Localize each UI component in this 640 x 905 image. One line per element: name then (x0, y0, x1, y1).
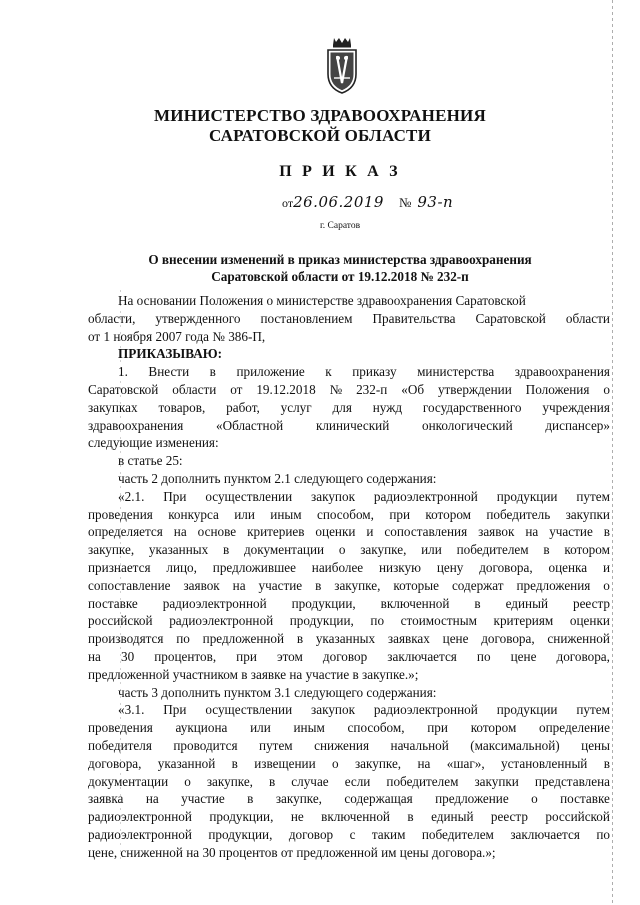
body-word: работ, (226, 399, 260, 415)
body-word: заявок (478, 524, 515, 540)
body-word: проведения (88, 506, 153, 522)
body-line: часть 2 дополнить пунктом 2.1 следующего содержания: (118, 470, 437, 486)
body-word: на (145, 791, 159, 807)
body-word: представлена (534, 773, 610, 789)
body-word: установленный (500, 755, 588, 771)
body-word: аукциона (175, 720, 228, 736)
body-word: закупке, (88, 542, 135, 558)
body-word: услуг (280, 399, 312, 415)
body-word: наиболее (311, 559, 364, 575)
body-word: документации (243, 542, 325, 558)
body-word: по (370, 613, 385, 629)
body-word: определяется (88, 524, 163, 540)
body-word: приказу (352, 364, 397, 380)
body-word: цене (510, 648, 537, 664)
body-word: № (329, 381, 343, 397)
body-word: о (184, 773, 191, 789)
body-word: 1. (118, 364, 128, 380)
handwritten-date: 26.06.2019 (293, 193, 384, 211)
handwritten-number: 93-п (417, 193, 454, 211)
body-word: не (290, 809, 304, 825)
body-word: в (603, 755, 610, 771)
body-line: предложенной участником в заявке на участие в закупке.»; (88, 666, 419, 682)
body-word: в (296, 631, 304, 647)
body-line (88, 310, 610, 328)
body-word: иным (293, 720, 325, 736)
body-word: радиоэлектронной (169, 613, 274, 629)
body-word: товаров, (158, 399, 206, 415)
body-word: договора, (556, 648, 610, 664)
body-word: 30 (120, 648, 135, 664)
body-word: способом, (316, 506, 374, 522)
body-word: участие (181, 791, 225, 807)
body-word: закупок (311, 702, 355, 718)
body-word: оценка (548, 559, 588, 575)
body-word: радиоэлектронной (88, 826, 192, 842)
body-line (88, 737, 610, 755)
body-word: предложенной (202, 631, 285, 647)
body-line (88, 488, 610, 506)
body-line (88, 363, 610, 381)
body-word: договор (288, 826, 334, 842)
body-word: в (474, 595, 481, 611)
body-word: в (543, 542, 550, 558)
body-word: предложения (516, 577, 591, 593)
body-line: На основании Положения о министерстве здравоохранения Саратовской (118, 293, 526, 308)
body-word: поставке (88, 595, 138, 611)
body-word: в (231, 755, 238, 771)
body-word: для (332, 399, 352, 415)
body-word: победитель (486, 506, 551, 522)
body-word: признается (88, 559, 151, 575)
body-line (88, 701, 610, 719)
body-word: «3.1. (118, 702, 145, 718)
body-word: осуществлении (205, 488, 293, 504)
body-word: клинический (315, 417, 390, 433)
body-word: стоимостным (400, 613, 477, 629)
body-word: предложившее (212, 559, 296, 575)
body-word: заключается (510, 826, 580, 842)
body-word: и (602, 559, 610, 575)
body-word: радиоэлектронной (373, 702, 478, 718)
body-word: постановлением (260, 310, 353, 326)
body-line (88, 719, 610, 737)
body-word: цены (581, 737, 610, 753)
body-word: единый (431, 809, 474, 825)
body-word: о (332, 755, 339, 771)
body-word: 232-п (356, 381, 388, 397)
body-word: способом, (347, 720, 405, 736)
body-word: договора, (479, 559, 533, 575)
body-word: этом (276, 648, 303, 664)
body-word: закупке, (360, 542, 407, 558)
body-word: реестр (572, 595, 610, 611)
body-word: единый (505, 595, 549, 611)
body-word: при (389, 506, 411, 522)
body-word: к (325, 364, 332, 380)
body-word: российской (545, 809, 610, 825)
body-word: участие (258, 577, 303, 593)
body-word: утверждении (437, 381, 512, 397)
body-word: министерства (417, 364, 495, 380)
subject-line2: Саратовской области от 19.12.2018 № 232-п (211, 269, 469, 284)
body-word: закупки (474, 773, 519, 789)
body-word: при (236, 648, 257, 664)
body-word: иным (270, 506, 302, 522)
subject-line1: О внесении изменений в приказ министерства здравоохранения (148, 252, 532, 267)
body-word: продукции, (209, 809, 274, 825)
body-word: включенной (321, 809, 390, 825)
body-word: договора, (88, 755, 142, 771)
body-word: области (565, 310, 610, 326)
body-word: сниженной (547, 631, 610, 647)
body-word: радиоэлектронной (88, 809, 192, 825)
body-word: здравоохранения (88, 417, 184, 433)
body-word: области, (88, 310, 136, 326)
body-word: включенной (380, 595, 450, 611)
body-word: или (421, 542, 442, 558)
body-word: сопоставление (88, 577, 171, 593)
body-word: цену (436, 559, 464, 575)
body-word: продукции, (289, 613, 354, 629)
body-word: Правительства (372, 310, 456, 326)
body-line (88, 612, 610, 630)
body-word: учреждения (542, 399, 610, 415)
document-title: П Р И К А З (279, 163, 401, 180)
body-word: указанных (315, 631, 376, 647)
body-word: договор (322, 648, 368, 664)
body-line (88, 381, 610, 399)
body-word: закупках (88, 399, 138, 415)
body-word: котором (470, 720, 517, 736)
body-word: в (247, 791, 254, 807)
body-word: победителем (421, 826, 494, 842)
body-word: проведения (88, 720, 153, 736)
body-word: Внести (148, 364, 190, 380)
body-line (88, 826, 610, 844)
body-word: диспансер» (545, 417, 610, 433)
body-line (88, 417, 610, 435)
body-word: (максимальной) (470, 737, 560, 753)
body-word: на (88, 648, 101, 664)
body-word: реестр (490, 809, 528, 825)
body-word: начальной (390, 737, 449, 753)
coat-of-arms-emblem (325, 36, 359, 96)
body-word: заключается (387, 648, 457, 664)
body-word: государственного (422, 399, 522, 415)
body-word: нужд (372, 399, 403, 415)
body-word: производятся (88, 631, 164, 647)
body-word: победителя (88, 737, 152, 753)
body-word: в (209, 364, 216, 380)
body-word: заявках (387, 631, 430, 647)
body-word: случае (291, 773, 329, 789)
body-line: часть 3 дополнить пунктом 3.1 следующего содержания: (118, 684, 437, 700)
body-word: по (176, 631, 190, 647)
body-word: продукции, (291, 595, 356, 611)
body-line: от 1 ноября 2007 года № 386-П, (88, 328, 266, 344)
ministry-name-line1: МИНИСТЕРСТВО ЗДРАВООХРАНЕНИЯ (154, 106, 486, 125)
body-word: Положения (525, 381, 590, 397)
body-word: в (407, 809, 414, 825)
body-word: на (232, 577, 246, 593)
body-word: При (163, 488, 187, 504)
body-word: критериев (247, 524, 305, 540)
body-word: цене (442, 631, 469, 647)
body-word: о (603, 381, 610, 397)
body-word: снижения (314, 737, 370, 753)
body-line (88, 773, 610, 791)
body-word: по (596, 826, 610, 842)
body-word: в (222, 542, 230, 558)
body-word: содержащая (344, 791, 413, 807)
body-word: по (476, 648, 491, 664)
body-word: основе (197, 524, 237, 540)
body-word: Саратовской (475, 310, 546, 326)
body-word: закупке, (334, 577, 381, 593)
body-word: победителем (456, 542, 529, 558)
body-word: участие (549, 524, 593, 540)
body-line: следующие изменения: (88, 435, 219, 451)
body-word: содержат (451, 577, 504, 593)
body-word: лицо, (166, 559, 197, 575)
body-word: «Об (401, 381, 425, 397)
body-word: заявка (88, 791, 124, 807)
body-word: котором (564, 542, 610, 558)
body-word: продукции (496, 702, 558, 718)
body-word: указанных (148, 542, 209, 558)
body-word: и (366, 524, 374, 540)
body-line: в статье 25: (118, 453, 183, 469)
body-word: сопоставления (384, 524, 468, 540)
body-line (88, 790, 610, 808)
body-word: «Областной (215, 417, 284, 433)
body-line (88, 399, 610, 417)
body-word: низкую (378, 559, 421, 575)
body-word: закупке, (206, 773, 253, 789)
city-name: г. Саратов (319, 221, 361, 231)
body-word: продукции, (208, 826, 273, 842)
body-word: о (603, 577, 610, 593)
date-number-row (282, 193, 453, 211)
body-word: путем (259, 737, 293, 753)
body-word: на (173, 524, 187, 540)
body-word: процентов, (154, 648, 217, 664)
body-word: оценки (315, 524, 356, 540)
body-word: приложение (236, 364, 305, 380)
body-word: «2.1. (118, 488, 145, 504)
body-word: договора, (481, 631, 535, 647)
date-prefix: от (282, 196, 294, 210)
body-word: путем (576, 702, 610, 718)
body-word: радиоэлектронной (373, 488, 478, 504)
body-word: на (417, 755, 431, 771)
body-line: цене, сниженной на 30 процентов от предложенной им цены договора.»; (88, 844, 496, 860)
body-word: российской (88, 613, 153, 629)
body-word: победителем (386, 773, 459, 789)
body-line (88, 648, 610, 666)
body-word: о (338, 542, 346, 558)
body-word: При (163, 702, 187, 718)
body-word: здравоохранения (514, 364, 610, 380)
body-word: осуществлении (205, 702, 293, 718)
body-word: если (344, 773, 371, 789)
body-word: продукции (496, 488, 558, 504)
body-word: закупке, (275, 791, 322, 807)
body-word: определение (539, 720, 610, 736)
body-word: с (349, 826, 356, 842)
body-word: предложение (435, 791, 509, 807)
body-line (88, 523, 610, 541)
body-word: конкурса (168, 506, 219, 522)
body-word: о (531, 791, 538, 807)
body-line (88, 559, 610, 577)
body-word: котором (425, 506, 472, 522)
body-word: закупки (565, 506, 610, 522)
body-word: области (172, 381, 217, 397)
body-word: в (315, 577, 322, 593)
body-word: от (230, 381, 243, 397)
body-word: путем (576, 488, 610, 504)
body-word: «шаг», (446, 755, 485, 771)
body-word: закупке, (354, 755, 402, 771)
body-word: критериям (493, 613, 554, 629)
number-label: № (398, 195, 412, 210)
body-line (88, 506, 610, 524)
body-word: онкологический (422, 417, 513, 433)
body-word: извещении (254, 755, 316, 771)
order-body (88, 292, 610, 862)
body-word: таким (371, 826, 406, 842)
body-line (88, 755, 610, 773)
body-word: 19.12.2018 (256, 381, 316, 397)
body-line: ПРИКАЗЫВАЮ: (118, 346, 222, 362)
ministry-name-line2: САРАТОВСКОЙ ОБЛАСТИ (208, 126, 432, 145)
body-word: радиоэлектронной (162, 595, 267, 611)
body-word: или (234, 506, 255, 522)
body-line (88, 595, 610, 613)
body-line (88, 808, 610, 826)
body-word: проводится (173, 737, 238, 753)
body-word: на (525, 524, 539, 540)
body-word: указанной (157, 755, 216, 771)
body-line (88, 541, 610, 559)
body-word: поставке (560, 791, 610, 807)
body-word: оценки (569, 613, 610, 629)
body-word: в (603, 524, 610, 540)
body-word: утвержденного (155, 310, 241, 326)
body-word: закупок (311, 488, 355, 504)
body-word: в (269, 773, 276, 789)
body-line (88, 630, 610, 648)
body-word: заявок (183, 577, 220, 593)
body-word: Саратовской (88, 381, 159, 397)
body-word: документации (88, 773, 169, 789)
body-word: или (250, 720, 271, 736)
body-word: которые (393, 577, 439, 593)
body-word: при (427, 720, 448, 736)
body-line (88, 577, 610, 595)
